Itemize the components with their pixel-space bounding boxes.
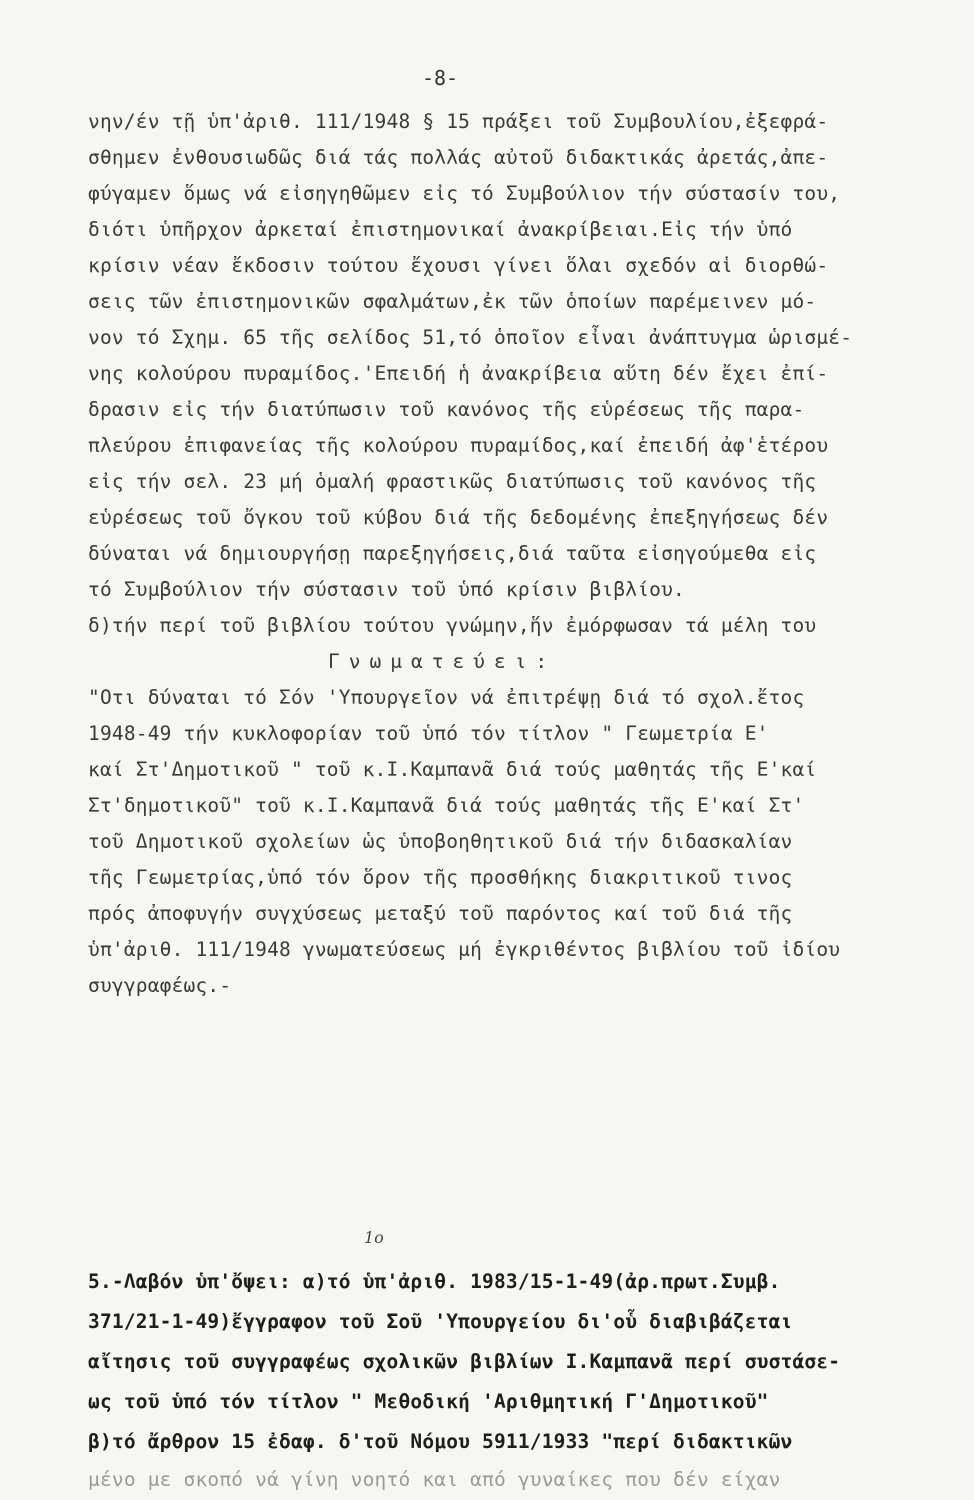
bleed-through-line: μένο με σκοπό νά γίνη νοητό και από γυναίκες που δέν είχαν [88,1468,781,1491]
item-line: β)τό ἄρθρον 15 ἐδαφ. δ'τοῦ Νόμου 5911/1933 "περί διδακτικῶν [88,1430,793,1453]
decision-line: τοῦ Δημοτικοῦ σχολείων ὡς ὑποβοηθητικοῦ διά τήν διδασκαλίαν [88,830,793,853]
handwritten-margin-note: 1ο [364,1228,384,1247]
decision-line: καί Στ'Δημοτικοῦ " τοῦ κ.Ι.Καμπανᾶ διά τούς μαθητάς τῆς Ε'καί [88,758,817,781]
text-line: τό Συμβούλιον τήν σύστασιν τοῦ ὑπό κρίσιν βιβλίου. [88,578,685,601]
body-text [88,104,938,1004]
text-line: σεις τῶν ἐπιστημονικῶν σφαλμάτων,ἐκ τῶν ὁποίων παρέμεινεν μό- [88,290,817,313]
decision-line: πρός ἀποφυγήν συγχύσεως μεταξύ τοῦ παρόντος καί τοῦ διά τῆς [88,902,793,925]
text-line: δ)τήν περί τοῦ βιβλίου τούτου γνώμην,ἥν ἐμόρφωσαν τά μέλη του [88,614,817,637]
text-line: δρασιν εἰς τήν διατύπωσιν τοῦ κανόνος τῆς εὑρέσεως τῆς παρα- [88,398,805,421]
item-line: ως τοῦ ὑπό τόν τίτλον " Μεθοδική 'Αριθμητική Γ'Δημοτικοῦ" [88,1390,769,1413]
item-line: 371/21-1-49)ἔγγραφον τοῦ Σοῦ 'Υπουργείου δι'οὗ διαβιβάζεται [88,1310,793,1333]
text-line: νον τό Σχημ. 65 τῆς σελίδος 51,τό ὁποῖον εἶναι ἀνάπτυγμα ὡρισμέ- [88,326,853,349]
item-5-text [88,1262,938,1498]
text-line: εὑρέσεως τοῦ ὄγκου τοῦ κύβου διά τῆς δεδομένης ἐπεξηγήσεως δέν [88,506,829,529]
text-line: νην/έν τῇ ὑπ'ἀριθ. 111/1948 § 15 πράξει τοῦ Συμβουλίου,ἐξεφρά- [88,110,829,133]
text-line: φύγαμεν ὅμως νά εἰσηγηθῶμεν εἰς τό Συμβούλιον τήν σύστασίν του, [88,182,841,205]
text-line: νης κολούρου πυραμίδος.'Επειδή ἡ ἀνακρίβεια αὕτη δέν ἔχει ἐπί- [88,362,829,385]
text-line: δύναται νά δημιουργήσῃ παρεξηγήσεις,διά ταῦτα εἰσηγούμεθα εἰς [88,542,817,565]
decision-line: Στ'δημοτικοῦ" τοῦ κ.Ι.Καμπανᾶ διά τούς μαθητάς τῆς Ε'καί Στ' [88,794,805,817]
text-line: σθημεν ἐνθουσιωδῶς διά τάς πολλάς αὐτοῦ διδακτικάς ἀρετάς,ἀπε- [88,146,829,169]
decision-line: "Οτι δύναται τό Σόν 'Υπουργεῖον νά ἐπιτρέψῃ διά τό σχολ.ἔτος [88,686,805,709]
text-line: διότι ὑπῆρχον ἀρκεταί ἐπιστημονικαί ἀνακρίβειαι.Εἰς τήν ὑπό [88,218,793,241]
section-heading: Γνωματεύει: [328,650,557,673]
item-line: 5.-Λαβόν ὑπ'ὄψει: α)τό ὑπ'ἀριθ. 1983/15-1-49(ἀρ.πρωτ.Συμβ. [88,1270,781,1293]
item-line: αἴτησις τοῦ συγγραφέως σχολικῶν βιβλίων Ι.Καμπανᾶ περί συστάσε- [88,1350,841,1373]
decision-line: ὑπ'ἀριθ. 111/1948 γνωματεύσεως μή ἐγκριθέντος βιβλίου τοῦ ἰδίου [88,938,841,961]
text-line: εἰς τήν σελ. 23 μή ὁμαλή φραστικῶς διατύπωσις τοῦ κανόνος τῆς [88,470,817,493]
text-line: πλεύρου ἐπιφανείας τῆς κολούρου πυραμίδος,καί ἐπειδή ἀφ'ἑτέρου [88,434,829,457]
decision-line: συγγραφέως.- [88,974,232,997]
page-number: -8- [421,66,459,90]
decision-line: 1948-49 τήν κυκλοφορίαν τοῦ ὑπό τόν τίτλον " Γεωμετρία Ε' [88,722,769,745]
decision-line: τῆς Γεωμετρίας,ὑπό τόν ὅρον τῆς προσθήκης διακριτικοῦ τινος [88,866,793,889]
text-line: κρίσιν νέαν ἔκδοσιν τούτου ἔχουσι γίνει ὅλαι σχεδόν αἱ διορθώ- [88,254,829,277]
